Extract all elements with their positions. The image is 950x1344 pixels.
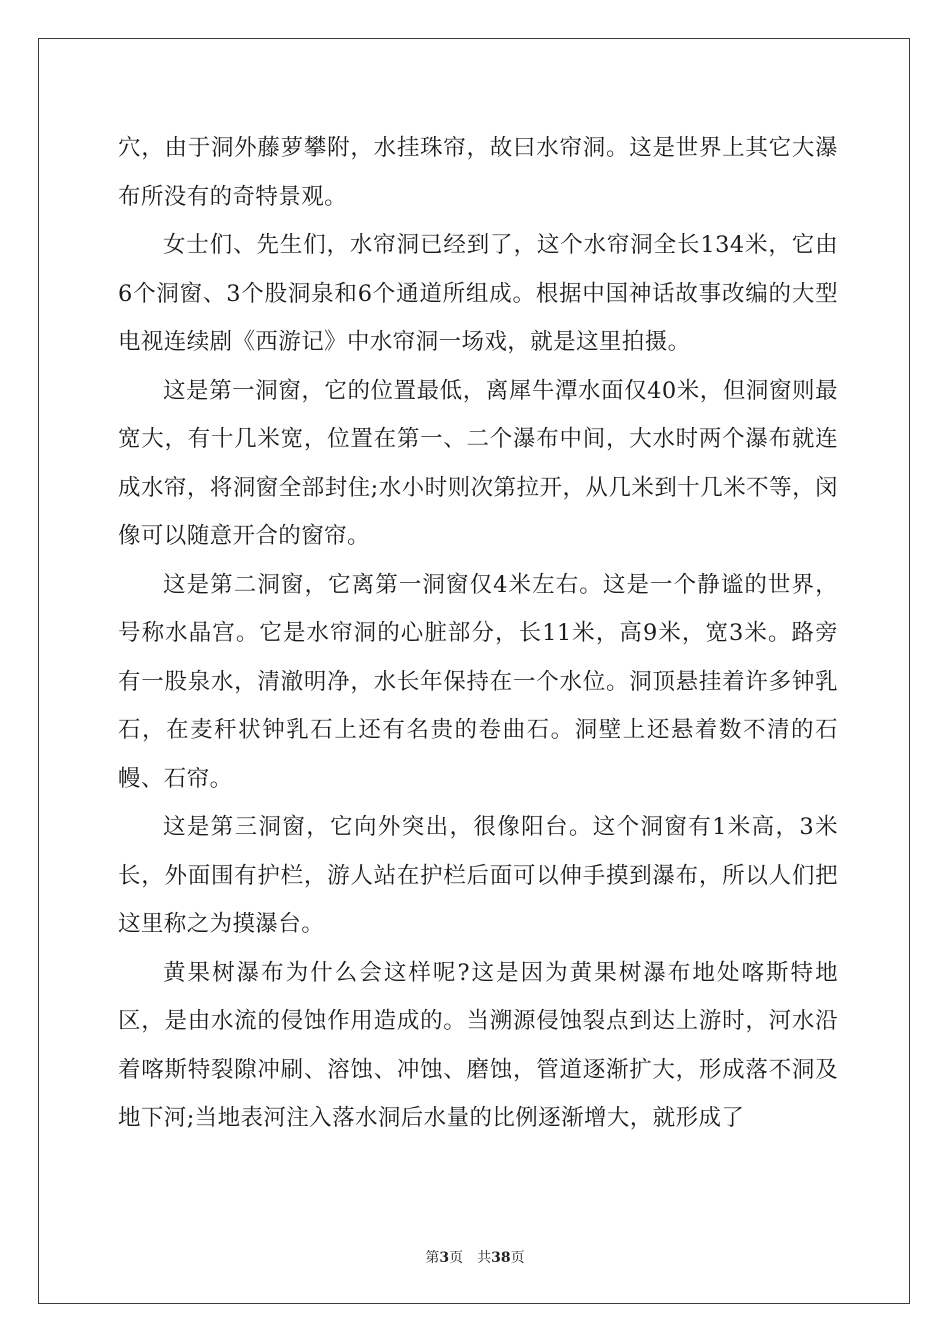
paragraph-3: 这是第一洞窗，它的位置最低，离犀牛潭水面仅40米，但洞窗则最宽大，有十几米宽，位置在第一、二个瀑布中间，大水时两个瀑布就连成水帘，将洞窗全部封住;水小时则次第拉开，从几米到十几米不等，闵像可以随意开合的窗帘。 (118, 377, 838, 549)
paragraph-2: 女士们、先生们，水帘洞已经到了，这个水帘洞全长134米，它由6个洞窗、3个股洞泉和6个通道所组成。根据中国神话故事改编的大型电视连续剧《西游记》中水帘洞一场戏，就是这里拍摄。 (118, 232, 838, 355)
paragraph-5: 这是第三洞窗，它向外突出，很像阳台。这个洞窗有1米高，3米长，外面围有护栏，游人站在护栏后面可以伸手摸到瀑布，所以人们把这里称之为摸瀑台。 (118, 814, 838, 937)
total-prefix: 共 (477, 1250, 492, 1266)
page-footer (0, 1248, 950, 1268)
total-suffix: 页 (510, 1250, 525, 1266)
document-body (118, 124, 838, 1143)
page-prefix: 第 (425, 1250, 440, 1266)
page-number: 3 (439, 1250, 450, 1266)
paragraph-6: 黄果树瀑布为什么会这样呢?这是因为黄果树瀑布地处喀斯特地区，是由水流的侵蚀作用造成的。当溯源侵蚀裂点到达上游时，河水沿着喀斯特裂隙冲刷、溶蚀、冲蚀、磨蚀，管道逐渐扩大，形成落不洞及地下河;当地表河注入落水洞后水量的比例逐渐增大，就形成了 (118, 959, 838, 1131)
total-pages: 38 (491, 1250, 511, 1266)
page-suffix: 页 (449, 1250, 464, 1266)
paragraph-1: 穴，由于洞外藤萝攀附，水挂珠帘，故曰水帘洞。这是世界上其它大瀑布所没有的奇特景观。 (118, 135, 838, 210)
paragraph-4: 这是第二洞窗，它离第一洞窗仅4米左右。这是一个静谧的世界，号称水晶宫。它是水帘洞的心脏部分，长11米，高9米，宽3米。路旁有一股泉水，清澈明净，水长年保持在一个水位。洞顶悬挂着许多钟乳石，在麦秆状钟乳石上还有名贵的卷曲石。洞壁上还悬着数不清的石幔、石帘。 (118, 571, 838, 792)
